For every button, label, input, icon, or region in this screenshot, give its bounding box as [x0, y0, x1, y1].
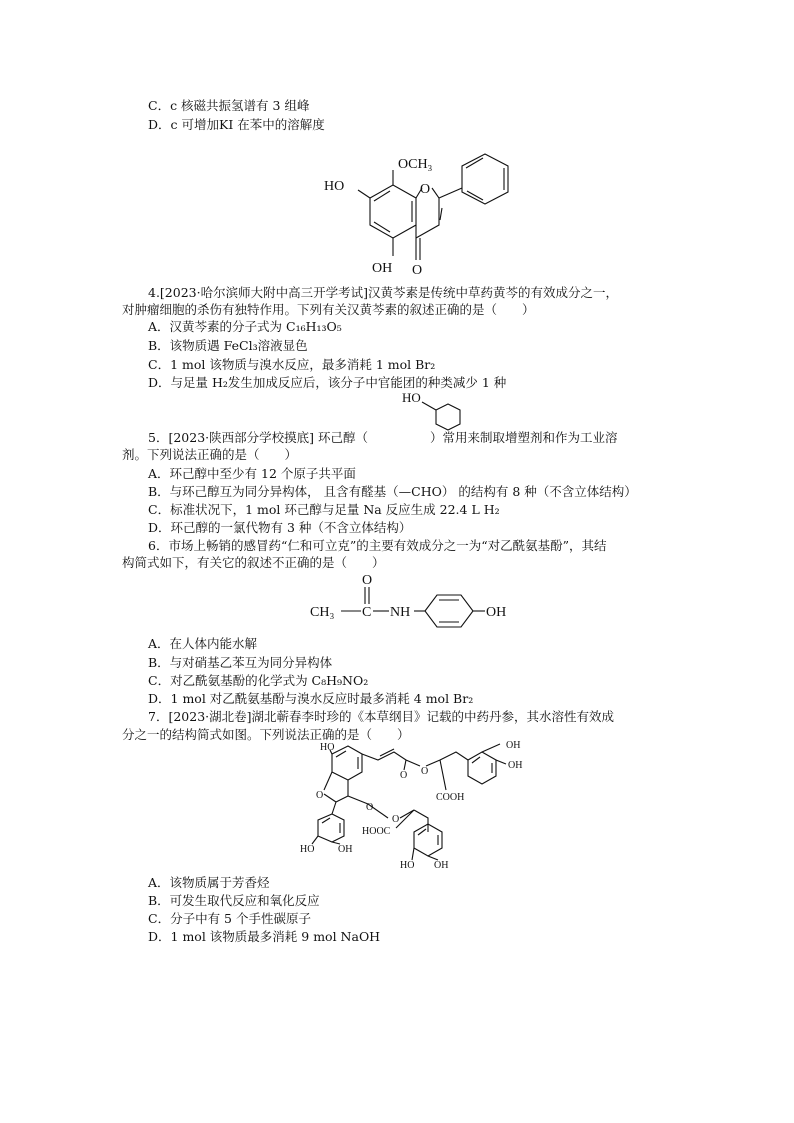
- ch3-label: CH₃: [310, 605, 335, 620]
- cyclohexanol-ho-label: HO: [402, 390, 421, 405]
- q4-stem-line2: 对肿瘤细胞的杀伤有独特作用。下列有关汉黄芩素的叙述正确的是（ ）: [122, 302, 535, 317]
- q7-option-b: B．可发生取代反应和氧化反应: [148, 893, 320, 908]
- carbonyl1-oxygen-label: O: [400, 770, 408, 781]
- q5-stem-post: ）常用来制取增塑剂和作为工业溶: [429, 430, 618, 445]
- q7-stem-line1: 7．[2023·湖北卷]湖北蕲春李时珍的《本草纲目》记载的中药丹参，其水溶性有效成: [148, 709, 614, 724]
- cooh1-label: COOH: [436, 792, 465, 803]
- phenol-oh-label: OH: [486, 605, 507, 620]
- q5-stem-line2: 剂。下列说法正确的是（ ）: [122, 447, 298, 462]
- acetyl-oxygen-label: O: [362, 573, 373, 588]
- ho-top-label: HO: [320, 742, 335, 753]
- q6-option-a: A．在人体内能水解: [148, 636, 258, 651]
- q7-option-d: D．1 mol 该物质最多消耗 9 mol NaOH: [148, 929, 381, 944]
- ring-bl-oh-label: OH: [338, 844, 353, 855]
- ho-left-label: HO: [324, 179, 345, 194]
- q6-stem-line2: 构简式如下，有关它的叙述不正确的是（ ）: [122, 555, 385, 570]
- hooc2-label: HOOC: [362, 826, 391, 837]
- q5-option-d: D．环己醇的一氯代物有 3 种（不含立体结构）: [148, 520, 412, 535]
- q4-option-d: D．与足量 H₂发生加成反应后，该分子中官能团的种类减少 1 种: [148, 375, 507, 390]
- q6-stem-line1: 6．市场上畅销的感冒药“仁和可立克”的主要有效成分之一为“对乙酰氨基酚”，其结: [148, 538, 607, 553]
- ring-oxygen-label: O: [420, 182, 431, 197]
- q7-option-c: C．分子中有 5 个手性碳原子: [148, 911, 311, 926]
- oh-bottom-label: OH: [372, 261, 393, 276]
- q7-option-a: A．该物质属于芳香烃: [148, 875, 270, 890]
- q6-option-c: C．对乙酰氨基酚的化学式为 C₈H₉NO₂: [148, 673, 369, 688]
- q6-option-d: D．1 mol 对乙酰氨基酚与溴水反应时最多消耗 4 mol Br₂: [148, 691, 474, 706]
- q4-option-b: B．该物质遇 FeCl₃溶液显色: [148, 338, 308, 353]
- ring1-oh-top-label: OH: [506, 740, 521, 751]
- carbonyl-carbon-label: C: [362, 605, 372, 620]
- ring1-oh-right-label: OH: [508, 760, 523, 771]
- q5-option-b: B．与环己醇互为同分异构体， 且含有醛基（—CHO） 的结构有 8 种（不含立体结构）: [148, 484, 637, 499]
- prev-option-d: D．c 可增加KI 在苯中的溶解度: [148, 117, 325, 132]
- q4-option-c: C．1 mol 该物质与溴水反应，最多消耗 1 mol Br₂: [148, 357, 436, 372]
- q6-option-b: B．与对硝基乙苯互为同分异构体: [148, 655, 333, 670]
- carbonyl2-oxygen-label: O: [366, 802, 374, 813]
- ring-bl-ho-label: HO: [300, 844, 315, 855]
- q5-option-a: A．环己醇中至少有 12 个原子共平面: [148, 466, 356, 481]
- q5-option-c: C．标准状况下，1 mol 环己醇与足量 Na 反应生成 22.4 L H₂: [148, 502, 500, 517]
- ring-br-ho-label: HO: [400, 860, 415, 871]
- q5-stem-pre: 5．[2023·陕西部分学校摸底] 环己醇（: [148, 430, 368, 445]
- paracetamol-structure-figure: [305, 570, 525, 632]
- q4-option-a: A．汉黄芩素的分子式为 C₁₆H₁₃O₅: [148, 319, 342, 334]
- och3-label: OCH₃: [398, 157, 433, 172]
- q5-stem-line1: [148, 429, 617, 446]
- ester1-oxygen-label: O: [421, 766, 429, 777]
- q4-stem-line1: 4.[2023·哈尔滨师大附中高三开学考试]汉黄芩素是传统中草药黄芩的有效成分之一，: [148, 285, 618, 300]
- prev-option-c: C．c 核磁共振氢谱有 3 组峰: [148, 98, 310, 113]
- ring-br-oh-label: OH: [434, 860, 449, 871]
- q7-stem-line2: 分之一的结构简式如图。下列说法正确的是（ ）: [122, 727, 410, 742]
- nh-label: NH: [390, 605, 411, 620]
- salvianolic-acid-structure-figure: [296, 738, 552, 876]
- furan-oxygen-label: O: [316, 790, 324, 801]
- ester2-oxygen-label: O: [392, 814, 400, 825]
- wogonin-structure-figure: [300, 148, 520, 280]
- carbonyl-oxygen-label: O: [412, 263, 423, 278]
